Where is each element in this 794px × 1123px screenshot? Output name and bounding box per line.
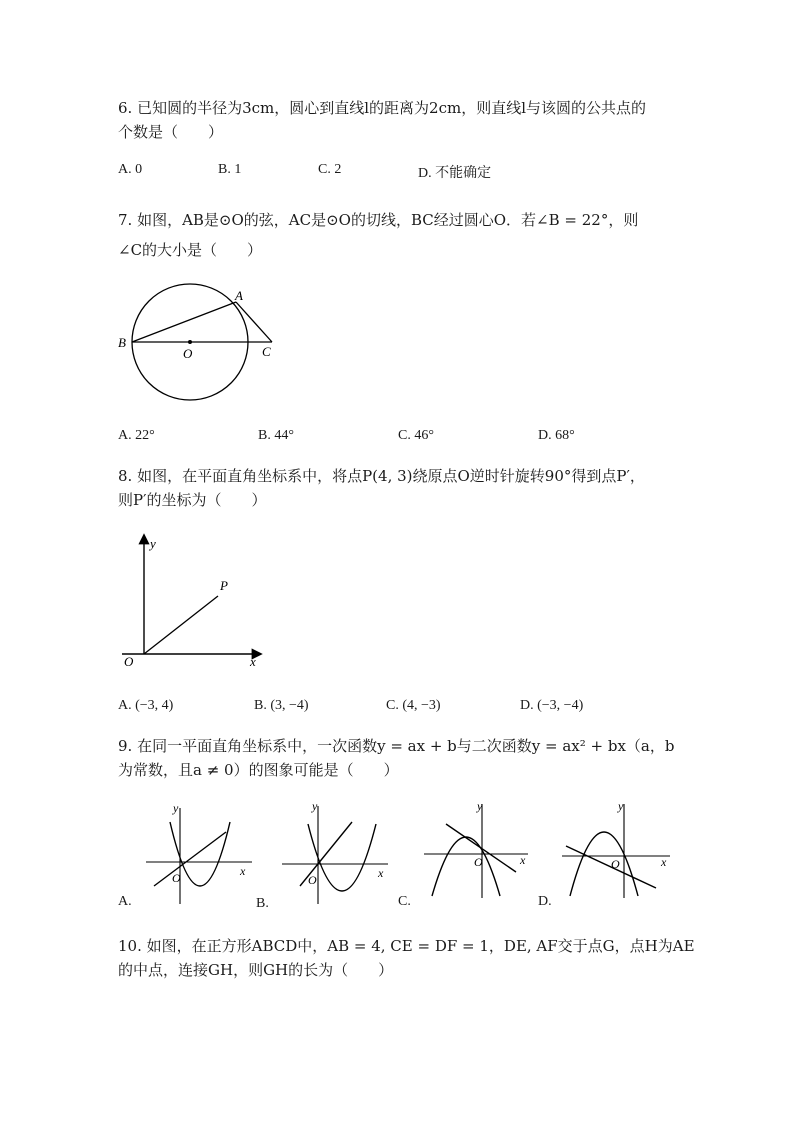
- svg-text:x: x: [240, 864, 246, 878]
- q9-option-d: D.: [538, 894, 552, 909]
- q8-stem-line1: 8. 如图，在平面直角坐标系中，将点P(4, 3)绕原点O逆时针旋转90°得到点P′，: [118, 467, 645, 485]
- svg-text:y: y: [477, 799, 483, 813]
- q8-option-d: D. (−3, −4): [520, 698, 584, 713]
- svg-text:O: O: [611, 857, 620, 871]
- q9-stem-line1: 9. 在同一平面直角坐标系中，一次函数y = ax + b与二次函数y = ax² + bx（a，b: [118, 737, 675, 755]
- q8-option-a: A. (−3, 4): [118, 698, 174, 713]
- q10-stem-line1: 10. 如图，在正方形ABCD中，AB = 4, CE = DF = 1，DE, AF交于点G，点H为AE: [118, 937, 695, 955]
- q9-graph-c: [420, 798, 540, 908]
- q6-option-b: B. 1: [218, 162, 242, 177]
- q8-option-c: C. (4, −3): [386, 698, 441, 713]
- q9-stem-line2: 为常数，且a ≠ 0）的图象可能是（ ）: [118, 761, 399, 779]
- q7-circle-figure: [112, 282, 292, 422]
- q8-stem-line2: 则P′的坐标为（ ）: [118, 491, 267, 509]
- svg-text:x: x: [378, 866, 384, 880]
- q7-label-o: O: [183, 346, 193, 361]
- q7-option-b: B. 44°: [258, 428, 294, 443]
- q6-stem-line1: 6. 已知圆的半径为3cm，圆心到直线l的距离为2cm，则直线l与该圆的公共点的: [118, 99, 647, 117]
- q9-graph-a: [140, 800, 260, 910]
- q7-option-a: A. 22°: [118, 428, 155, 443]
- q7-label-b: B: [118, 335, 126, 350]
- q7-stem-line1: 7. 如图，AB是⊙O的弦，AC是⊙O的切线，BC经过圆心O．若∠B = 22°，则: [118, 211, 639, 229]
- q6-option-c: C. 2: [318, 162, 342, 177]
- q7-tangent-ac: [236, 302, 272, 342]
- q6-option-a: A. 0: [118, 162, 143, 177]
- q7-stem-line2: ∠C的大小是（ ）: [118, 241, 263, 259]
- q7-label-c: C: [262, 344, 271, 359]
- q7-option-c: C. 46°: [398, 428, 434, 443]
- svg-text:O: O: [474, 855, 483, 869]
- svg-text:y: y: [312, 799, 318, 813]
- svg-text:O: O: [308, 873, 317, 887]
- svg-text:O: O: [172, 871, 181, 885]
- q9-option-b: B.: [256, 896, 269, 911]
- q7-label-a: A: [235, 288, 243, 303]
- q8-label-y: y: [150, 536, 156, 551]
- q8-label-x: x: [250, 654, 256, 669]
- svg-text:y: y: [618, 799, 624, 813]
- q8-coordinate-figure: [118, 532, 278, 672]
- q8-label-p: P: [220, 578, 228, 593]
- svg-text:x: x: [661, 855, 667, 869]
- q10-stem-line2: 的中点，连接GH，则GH的长为（ ）: [118, 961, 394, 979]
- svg-text:y: y: [173, 801, 179, 815]
- q7-chord-ab: [132, 302, 236, 342]
- svg-text:x: x: [520, 853, 526, 867]
- q9-option-a: A.: [118, 894, 132, 909]
- q7-option-d: D. 68°: [538, 428, 575, 443]
- q9-graph-d: [556, 798, 686, 908]
- q9-option-c: C.: [398, 894, 411, 909]
- q8-label-o: O: [124, 654, 134, 669]
- q6-option-d: D. 不能确定: [418, 166, 492, 181]
- q8-option-b: B. (3, −4): [254, 698, 309, 713]
- q8-segment-op: [144, 596, 218, 654]
- q9-graph-b: [278, 798, 398, 908]
- q6-stem-line2: 个数是（ ）: [118, 123, 224, 141]
- q7-center-dot: [188, 340, 192, 344]
